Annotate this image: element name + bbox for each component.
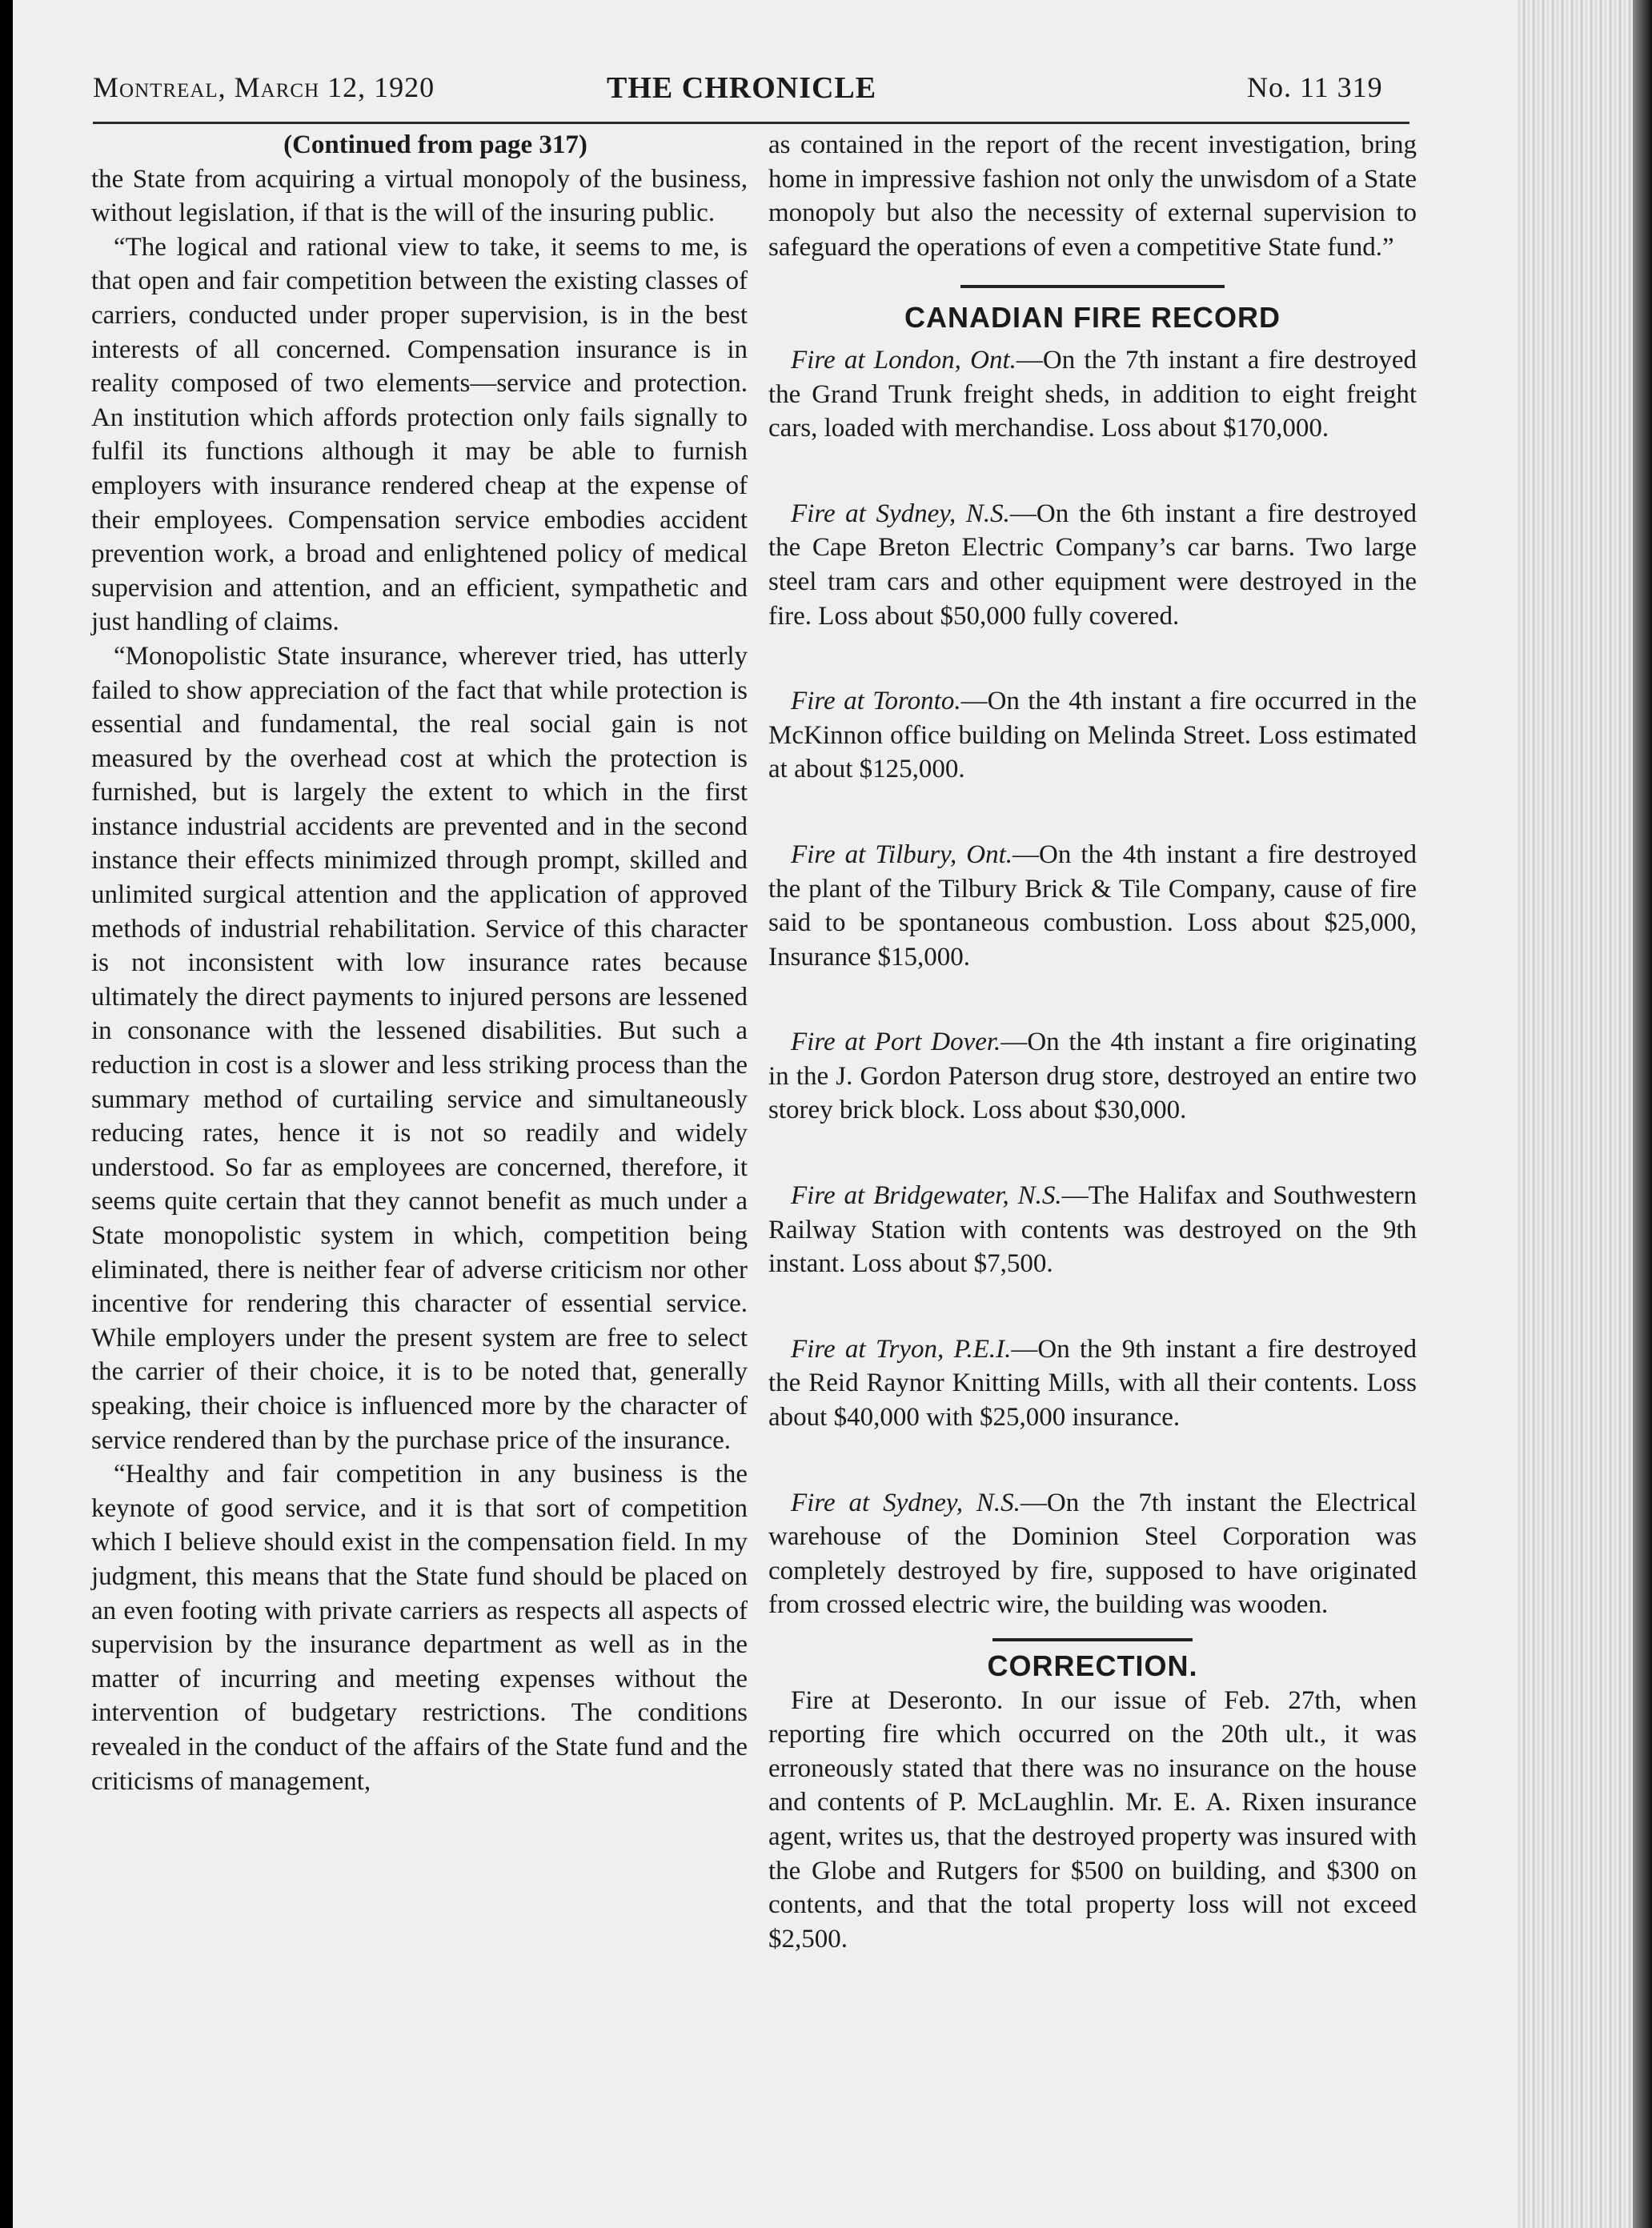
header-issue-page: No. 11 319	[1247, 71, 1383, 103]
header-rule	[93, 122, 1409, 124]
fire-entry-text: —On the 4th instant a fire destroyed the plant of the Tilbury Brick & Tile Company, cause of fire said to be spontaneous combustion. Loss about $25,000, Insurance $15,000.	[768, 840, 1417, 972]
fire-entry	[768, 838, 1417, 974]
right-column	[768, 128, 1417, 1956]
fire-entry-text: —On the 7th instant the Electrical warehouse of the Dominion Steel Corporation was completely destroyed by fire, supposed to have originated from crossed electric wire, the building was wooden.	[768, 1488, 1417, 1620]
paragraph: as contained in the report of the recent investigation, bring home in impressive fashion not only the unwisdom of a State monopoly but also the necessity of external supervision to safeguard the operations of even a competitive State fund.”	[768, 130, 1417, 262]
fire-entry-title: Fire at London, Ont.	[791, 345, 1016, 375]
fire-entry-text: —On the 9th instant a fire destroyed the Reid Raynor Knitting Mills, with all their contents. Loss about $40,000 with $25,000 insurance.	[768, 1334, 1417, 1433]
fire-entry-text: —On the 7th instant a fire destroyed the Grand Trunk freight sheds, in addition to eight freight cars, loaded with merchandise. Loss about $170,000.	[768, 345, 1417, 443]
page-header	[13, 70, 1530, 118]
left-column	[91, 128, 748, 1798]
fire-entry	[768, 497, 1417, 633]
paragraph: the State from acquiring a virtual monopoly of the business, without legislation, if that is the will of the insuring public.	[91, 164, 748, 228]
fire-entry-title: Fire at Tryon, P.E.I.	[791, 1334, 1012, 1364]
paragraph: “Monopolistic State insurance, wherever tried, has utterly failed to show appreciation of the fact that while protection is essential and fundamental, the real social gain is not measured by the overhead cost at which the protection is furnished, but is largely the extent to which in the first instance industrial accidents are prevented and in the second instance their effects minimized through prompt, skilled and unlimited surgical attention and the application of approved methods of industrial rehabilitation. Service of this character is not inconsistent with low insurance rates because ultimately the direct payments to injured persons are lessened in consonance with the lessened disabilities. But such a reduction in cost is a slower and less striking process than the summary method of curtailing service and simultaneously reducing rates, hence it is not so readily and widely understood. So far as employees are concerned, therefore, it seems quite certain that they cannot benefit as much under a State monopolistic system in which, competition being eliminated, there is neither fear of adverse criticism nor other incentive for rendering this character of essential service. While employers under the present system are free to select the carrier of their choice, it is to be noted that, generally speaking, their choice is influenced more by the character of service rendered than by the purchase price of the insurance.	[91, 641, 748, 1455]
fire-entry-title: Fire at Toronto.	[791, 687, 961, 716]
paragraph: “The logical and rational view to take, it seems to me, is that open and fair competition between the existing classes of carriers, conducted under proper supervision, is in the best interests of all concerned. Compensation insurance is in reality composed of two elements—service and protection. An institution which affords protection only fails signally to fulfil its functions although it may be able to furnish employers with insurance rendered cheap at the expense of their employees. Compensation service embodies accident prevention work, a broad and enlightened policy of medical supervision and attention, and an efficient, sympathetic and just handling of claims.	[91, 232, 748, 637]
fire-entry-text: —The Halifax and Southwestern Railway Station with contents was destroyed on the 9th instant. Loss about $7,500.	[768, 1181, 1417, 1279]
fire-entry	[768, 343, 1417, 446]
fire-record-title: CANADIAN FIRE RECORD	[904, 301, 1281, 335]
correction-title: CORRECTION.	[987, 1649, 1198, 1682]
fire-entry-title: Fire at Sydney, N.S.	[791, 1488, 1020, 1517]
page-edge	[1517, 0, 1637, 2228]
fire-entry-text: —On the 6th instant a fire destroyed the Cape Breton Electric Company’s car barns. Two large steel tram cars and other equipment were destroyed in the fire. Loss about $50,000 fully covered.	[768, 499, 1417, 631]
fire-entry-title: Fire at Sydney, N.S.	[791, 499, 1010, 528]
header-dateline: Montreal, March 12, 1920	[93, 71, 435, 103]
fire-entry	[768, 1486, 1417, 1622]
page-edge-shadow	[1633, 0, 1652, 2228]
fire-entry	[768, 1025, 1417, 1128]
fire-entry	[768, 684, 1417, 787]
fire-entry-text: —On the 4th instant a fire originating in the J. Gordon Paterson drug store, destroyed an entire two storey brick block. Loss about $30,000.	[768, 1028, 1417, 1125]
continued-note: (Continued from page 317)	[283, 130, 587, 159]
header-title: THE CHRONICLE	[607, 71, 877, 105]
fire-entry-text: —On the 4th instant a fire occurred in the McKinnon office building on Melinda Street. Loss estimated at about $125,000.	[768, 687, 1417, 784]
correction-text: Fire at Deseronto. In our issue of Feb. 27th, when reporting fire which occurred on the 20th ult., it was erroneously stated that there was no insurance on the house and contents of P. McLaughlin. Mr. E. A. Rixen insurance agent, writes us, that the destroyed property was insured with the Globe and Rutgers for $500 on building, and $300 on contents, and that the total property loss will not exceed $2,500.	[768, 1685, 1417, 1954]
paragraph: “Healthy and fair competition in any business is the keynote of good service, and it is that sort of competition which I believe should exist in the compensation field. In my judgment, this means that the State fund should be placed on an even footing with private carriers as respects all aspects of supervision by the insurance department as well as in the matter of incurring and meeting expenses without the intervention of budgetary restrictions. The conditions revealed in the conduct of the affairs of the State fund and the criticisms of management,	[91, 1460, 748, 1796]
fire-entry	[768, 1179, 1417, 1281]
fire-entry-title: Fire at Bridgewater, N.S.	[791, 1181, 1062, 1211]
fire-entry-title: Fire at Tilbury, Ont.	[791, 840, 1013, 869]
fire-entry	[768, 1332, 1417, 1435]
newspaper-page	[13, 0, 1530, 2228]
fire-entry-title: Fire at Port Dover.	[791, 1028, 1001, 1057]
